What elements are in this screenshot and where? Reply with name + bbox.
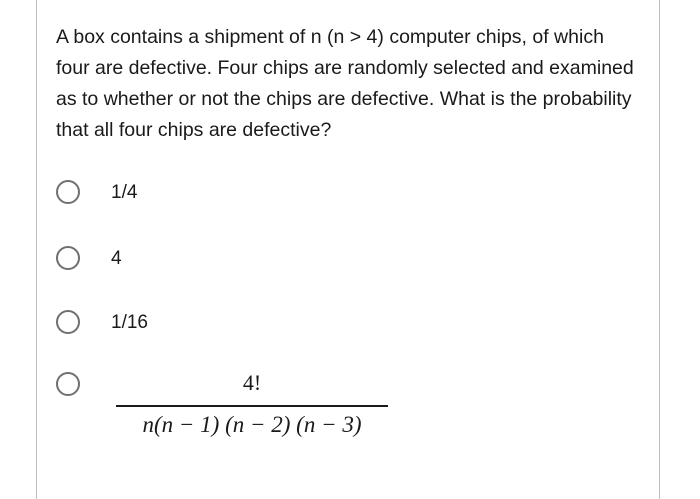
fraction-numerator: 4! [242,370,262,395]
fraction-expression [116,370,388,450]
fraction-bar [116,405,388,407]
radio-button[interactable] [56,372,80,396]
radio-button[interactable] [56,180,80,204]
question-text: A box contains a shipment of n (n > 4) computer chips, of which four are defective. Four chips are randomly selected and examined as to whether or not the chips are defective. What is the probability that all four chips are defective? [56,26,634,141]
option-label: 4 [111,248,122,269]
radio-button[interactable] [56,246,80,270]
answer-option-4[interactable] [56,372,616,452]
radio-button[interactable] [56,310,80,334]
option-label: 1/4 [111,182,138,203]
answer-option-3[interactable] [56,310,616,342]
question-card [36,0,660,499]
option-label: 1/16 [111,312,148,333]
answer-option-2[interactable] [56,246,616,278]
answer-option-1[interactable] [56,180,616,212]
fraction-denominator: n(n − 1) (n − 2) (n − 3) [142,412,362,437]
